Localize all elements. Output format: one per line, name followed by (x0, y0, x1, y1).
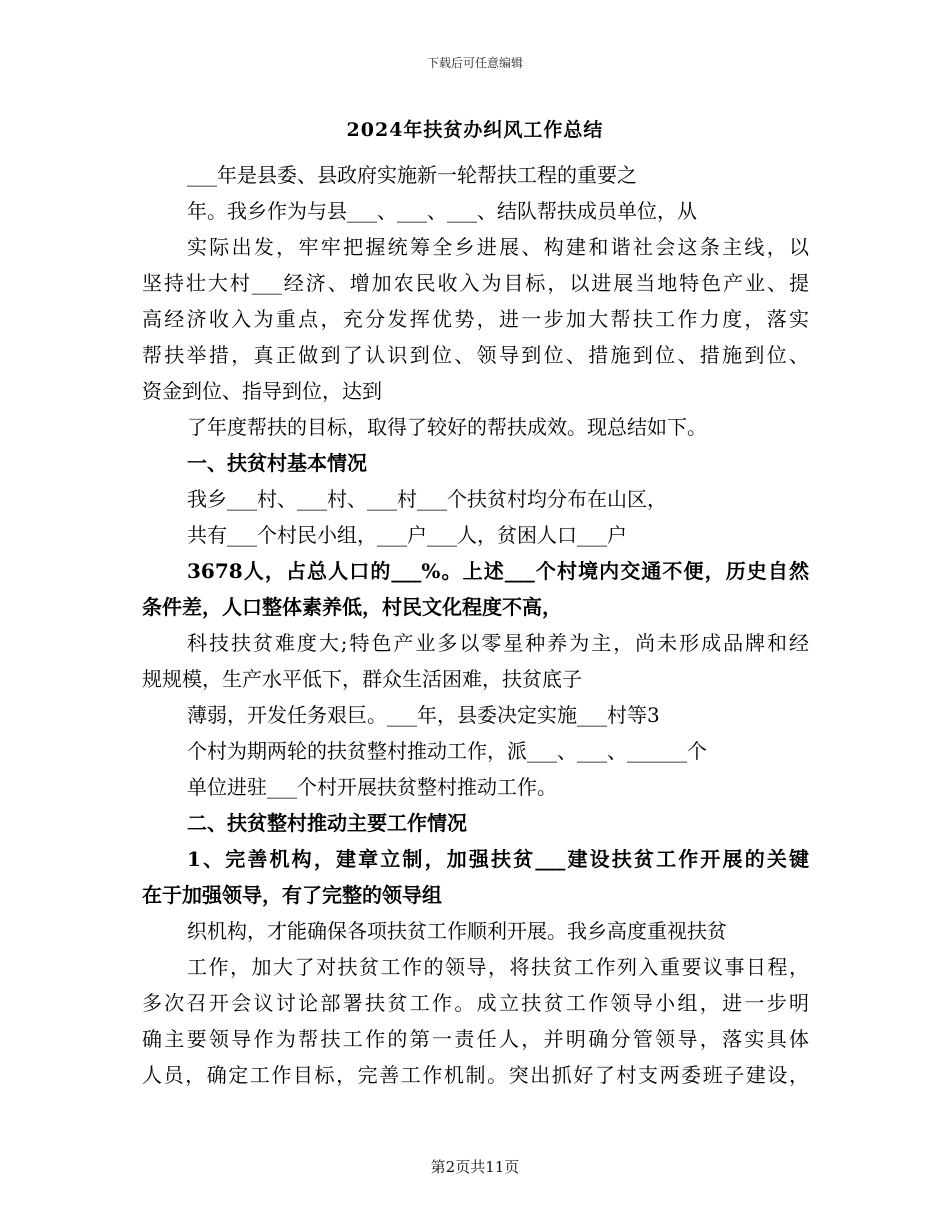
body-line: 薄弱，开发任务艰巨。___年，县委决定实施___村等3 (187, 703, 660, 727)
body-line: 多次召开会议讨论部署扶贫工作。成立扶贫工作领导小组，进一步明 (142, 991, 809, 1015)
body-line: ___年是县委、县政府实施新一轮帮扶工程的重要之 (187, 163, 637, 187)
body-line: 坚持壮大村___经济、增加农民收入为目标，以进展当地特色产业、提 (142, 271, 809, 295)
body-line: 年。我乡作为与县___、___、___、结队帮扶成员单位，从 (187, 199, 697, 223)
body-line: 确主要领导作为帮扶工作的第一责任人，并明确分管领导，落实具体 (142, 1027, 809, 1051)
body-line: 单位进驻___个村开展扶贫整村推动工作。 (187, 775, 557, 799)
body-line: 资金到位、指导到位，达到 (142, 379, 382, 403)
page-header-note: 下载后可任意编辑 (426, 56, 523, 70)
body-line-bold: 3678人，占总人口的___%。上述___个村境内交通不便，历史自然 (187, 559, 809, 583)
body-line: 了年度帮扶的目标，取得了较好的帮扶成效。现总结如下。 (187, 415, 707, 439)
subsection-heading-cont: 在于加强领导，有了完整的领导组 (142, 883, 442, 907)
body-line: 帮扶举措，真正做到了认识到位、领导到位、措施到位、措施到位、 (142, 343, 809, 367)
body-line: 工作，加大了对扶贫工作的领导，将扶贫工作列入重要议事日程， (187, 955, 809, 979)
body-line: 实际出发，牢牢把握统筹全乡进展、构建和谐社会这条主线，以 (187, 235, 809, 259)
subsection-heading: 1、完善机构，建章立制，加强扶贫___建设扶贫工作开展的关键 (187, 847, 809, 871)
document-title: 2024年扶贫办纠风工作总结 (346, 119, 604, 141)
body-line-bold: 条件差，人口整体素养低，村民文化程度不高， (142, 595, 562, 619)
section-heading-2: 二、扶贫整村推动主要工作情况 (187, 811, 467, 835)
body-line: 织机构，才能确保各项扶贫工作顺利开展。我乡高度重视扶贫 (187, 919, 727, 943)
body-line: 规规模，生产水平低下，群众生活困难，扶贫底子 (142, 667, 582, 691)
section-heading-1: 一、扶贫村基本情况 (187, 451, 367, 475)
body-line: 我乡___村、___村、___村___个扶贫村均分布在山区， (187, 487, 667, 511)
body-line: 人员，确定工作目标，完善工作机制。突出抓好了村支两委班子建设， (142, 1063, 809, 1087)
body-line: 科技扶贫难度大;特色产业多以零星种养为主，尚未形成品牌和经 (187, 631, 809, 655)
body-line: 个村为期两轮的扶贫整村推动工作，派___、___、______个 (187, 739, 707, 763)
body-line: 共有___个村民小组，___户___人，贫困人口___户 (187, 523, 627, 547)
body-line: 高经济收入为重点，充分发挥优势，进一步加大帮扶工作力度，落实 (142, 307, 809, 331)
page-number-footer: 第2页共11页 (430, 1158, 520, 1176)
